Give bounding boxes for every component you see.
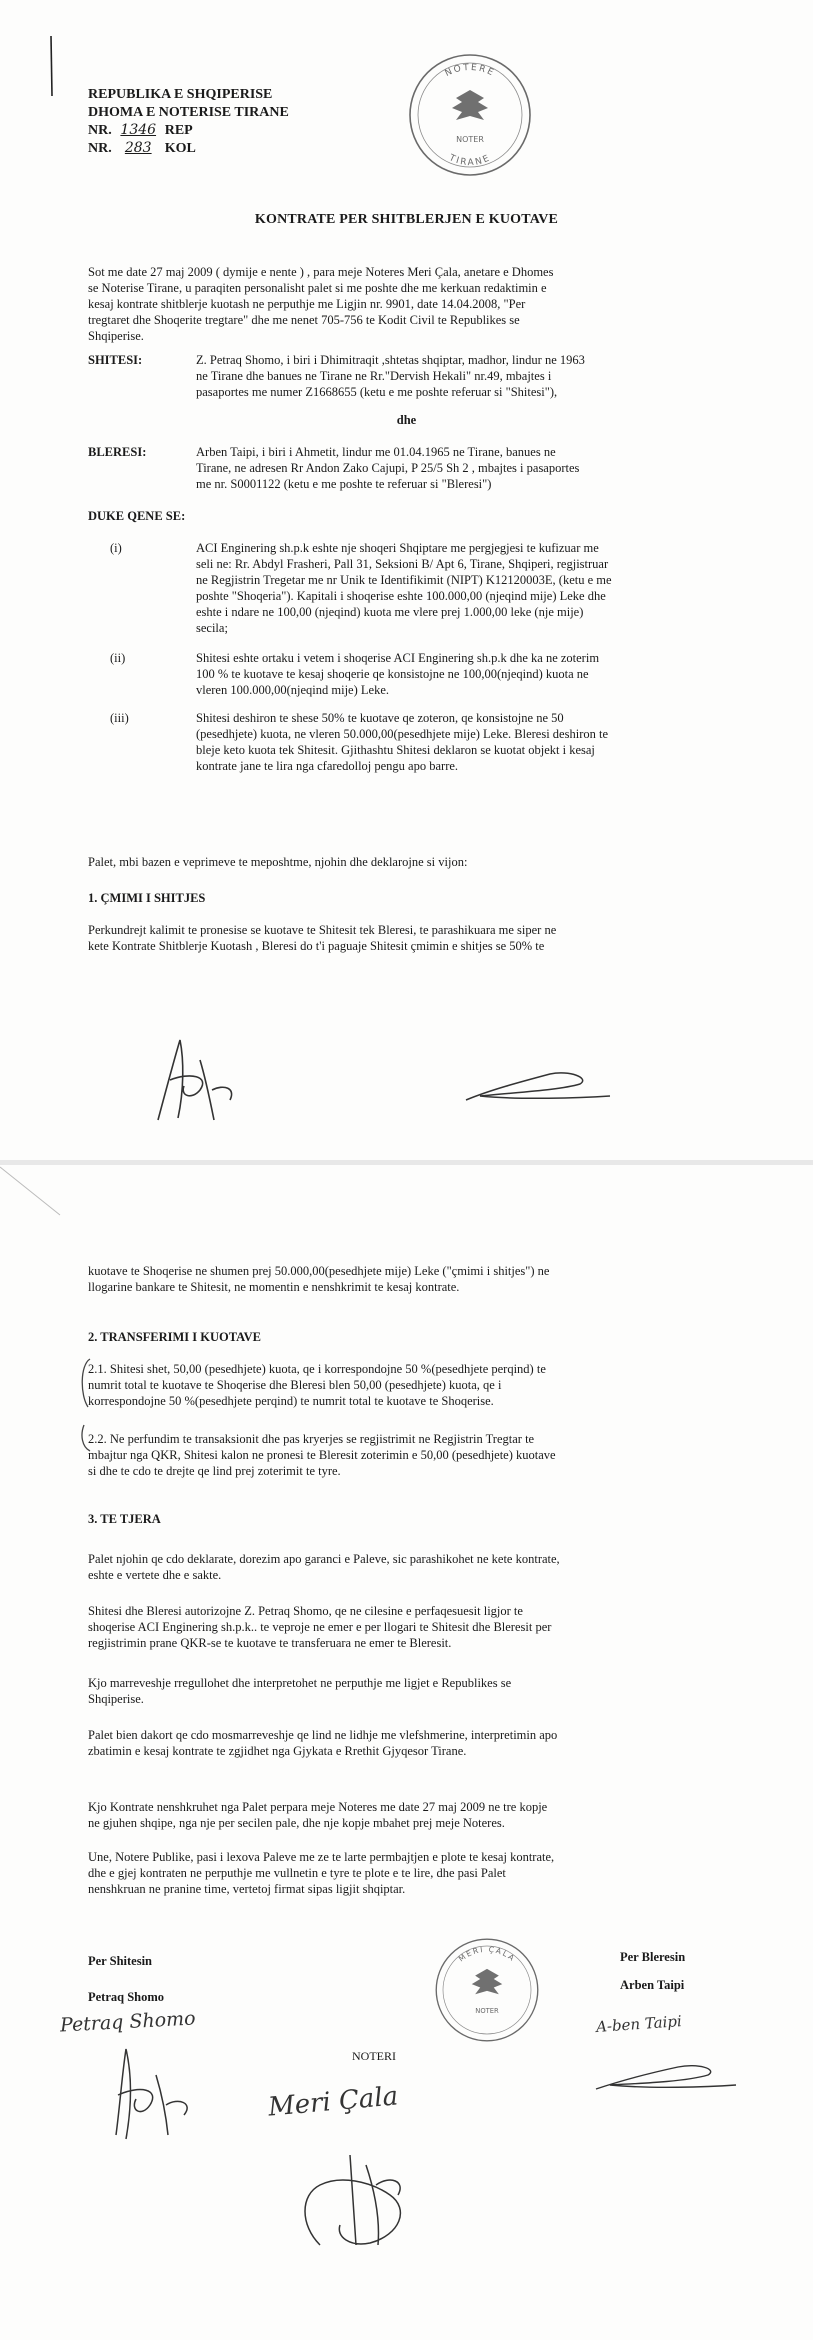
notary-seal-bottom bbox=[432, 1935, 542, 2045]
seller-handwritten-name: Petraq Shomo bbox=[59, 2007, 197, 2037]
buyer-initials-signature bbox=[460, 1060, 620, 1120]
section2-clause-2: 2.2. Ne perfundim te transaksionit dhe pas kryerjes se regjistrimit ne Regjistrin Tregtar te mbajtur nga QKR, Shitesi kalon ne pronesi te Bleresit zoterimin e 50,00 (pesedhjete) kuotave si dhe te cdo te drejte qe lind prej zoterimit te tyre. bbox=[88, 1432, 556, 1478]
buyer-role-label: Per Bleresin bbox=[620, 1950, 686, 1964]
section3-paragraph-3: Kjo marreveshje rregullohet dhe interpretohet ne perputhje me ligjet e Republikes se Shqiperise. bbox=[88, 1676, 512, 1706]
nr-rep-value: 1346 bbox=[120, 122, 157, 138]
nr-kol-value: 283 bbox=[124, 140, 152, 156]
buyer-handwritten-name: A-ben Taipi bbox=[595, 2012, 683, 2036]
closing-paragraph-2: Une, Notere Publike, pasi i lexova Paleve me ze te larte permbajtjen e plote te kesaj kontrate, dhe e gjej kontraten ne perputhje me vullnetin e tyre te plote e te lire, dhe pasi Palet nenshkruan ne pranine time, vertetoj firmat sipas ligjit shqiptar. bbox=[88, 1850, 555, 1896]
svg-text:MERI ÇALA bbox=[457, 1945, 517, 1964]
whereas-item-1: ACI Enginering sh.p.k eshte nje shoqeri Shqiptare me pergjegjesi te kufizuar me seli ne: Rr. Abdyl Frasheri, Pall 31, Seksioni B/ Apt 6, Tirane, Shqiperi, regjistruar ne Regjistrin Tregetar me nr Unik te Identifikimit (NIPT) K12120003E, (ketu e me poshte "Shoqeria"). Kapitali i shoqerise eshte 100.000,00 (njeqind mije) Leke dhe eshte i ndare ne 100,00 (njeqind) kuota me vlere prej 1.000,00 leke (nje mije) secila; bbox=[196, 541, 612, 635]
and-word: dhe bbox=[396, 413, 417, 427]
header-nr-kol: NR. 283 KOL bbox=[88, 140, 196, 156]
seller-initials-signature bbox=[140, 1030, 250, 1130]
buyer-details: Arben Taipi, i biri i Ahmetit, lindur me 01.04.1965 ne Tirane, banues ne Tirane, ne adresen Rr Andon Zako Cajupi, P 25/5 Sh 2 , mbajtes i pasaportes me nr. S0001122 (ketu e me poshte te referuar si "Bleresi") bbox=[196, 445, 580, 491]
closing-paragraph-1: Kjo Kontrate nenshkruhet nga Palet perpara meje Noteres me date 27 maj 2009 ne tre kopje ne gjuhen shqipe, nga nje per secilen pale, dhe nje kopje mbahet prej meje Noteres. bbox=[88, 1800, 548, 1830]
section2-clause-1: 2.1. Shitesi shet, 50,00 (pesedhjete) kuota, qe i korrespondojne 50 %(pesedhjete perqind) te numrit total te kuotave te Shoqerise dhe Bleresi blen 50,00 (pesedhjete) kuota, qe i korrespondojne 50 %(pesedhjete perqind) te numrit total te kuotave te Shoqerise. bbox=[88, 1362, 546, 1408]
buyer-label: BLERESI: bbox=[88, 445, 147, 459]
header-chamber: DHOMA E NOTERISE TIRANE bbox=[88, 105, 289, 120]
seller-details: Z. Petraq Shomo, i biri i Dhimitraqit ,shtetas shqiptar, madhor, lindur ne 1963 ne Tirane dhe banues ne Tirane ne Rr."Dervish Hekali" nr.49, mbajtes i pasaportes me numer Z1668655 (ketu e me poshte referuar si "Shitesi"), bbox=[196, 353, 585, 399]
header-nr-rep: NR. 1346 REP bbox=[88, 122, 193, 138]
intro-paragraph: Sot me date 27 maj 2009 ( dymije e nente ) , para meje Noteres Meri Çala, anetare e Dhomes se Noterise Tirane, u paraqiten personalisht palet si me poshte dhe me kerkuan redaktimin e kesaj kontrate shitblerje kuotash ne perputhje me Ligjin nr. 9901, date 14.04.2008, "Per tregtaret dhe Shoqerite tregtare" dhe me nenet 705-756 te Kodit Civil te Republikes se Shqiperise. bbox=[88, 265, 554, 343]
section1-paragraph-part2: kuotave te Shoqerise ne shumen prej 50.000,00(pesedhjete mije) Leke ("çmimi i shitjes") ne llogarine bankare te Shitesit, ne momentin e nenshkrimit te kesaj kontrate. bbox=[88, 1264, 550, 1294]
margin-bracket-mark bbox=[74, 1355, 94, 1455]
svg-text:NOTERE bbox=[444, 63, 497, 79]
document-title: KONTRATE PER SHITBLERJEN E KUOTAVE bbox=[254, 212, 559, 227]
notary-signature bbox=[280, 2125, 440, 2255]
notary-handwritten-name: Meri Çala bbox=[266, 2081, 400, 2123]
section3-paragraph-1: Palet njohin qe cdo deklarate, dorezim apo garanci e Paleve, sic parashikohet ne kete kontrate, eshte e vertete dhe e sakte. bbox=[88, 1552, 560, 1582]
declare-line: Palet, mbi bazen e veprimeve te meposhtme, njohin dhe deklarojne si vijon: bbox=[88, 855, 468, 869]
buyer-name-label: Arben Taipi bbox=[620, 1978, 685, 1992]
scan-fold-line bbox=[0, 1165, 813, 1225]
svg-text:TIRANE bbox=[446, 153, 492, 168]
seal-bottom-name-text: MERI ÇALA bbox=[456, 1944, 518, 1964]
whereas-num-3: (iii) bbox=[110, 711, 129, 725]
seal-bottom-mid-text: NOTER bbox=[475, 2006, 499, 2015]
section1-heading: 1. ÇMIMI I SHITJES bbox=[88, 891, 206, 905]
margin-mark bbox=[48, 34, 56, 100]
eagle-emblem-icon bbox=[472, 1969, 502, 1994]
seller-name-label: Petraq Shomo bbox=[88, 1990, 165, 2004]
seller-signature bbox=[96, 2035, 206, 2145]
section3-paragraph-4: Palet bien dakort qe cdo mosmarreveshje qe lind ne lidhje me vlefshmerine, interpretimin apo zbatimin e kesaj kontrate te zgjidhet nga Gjykata e Rrethit Gjyqesor Tirane. bbox=[88, 1728, 558, 1758]
seal-top-text: NOTERE bbox=[443, 62, 497, 80]
section3-heading: 3. TE TJERA bbox=[88, 1512, 161, 1526]
seal-mid-text: NOTER bbox=[456, 135, 484, 144]
whereas-num-1: (i) bbox=[110, 541, 122, 555]
seller-label: SHITESI: bbox=[88, 353, 143, 367]
notary-seal bbox=[405, 50, 535, 180]
header-republic: REPUBLIKA E SHQIPERISE bbox=[88, 87, 273, 102]
whereas-num-2: (ii) bbox=[110, 651, 126, 665]
whereas-heading: DUKE QENE SE: bbox=[88, 509, 186, 523]
seller-role-label: Per Shitesin bbox=[88, 1954, 153, 1968]
section1-paragraph-part1: Perkundrejt kalimit te pronesise se kuotave te Shitesit tek Bleresi, te parashikuara me siper ne kete Kontrate Shitblerje Kuotash , Bleresi do t'i paguaje Shitesit çmimin e shitjes se 50% te bbox=[88, 923, 557, 953]
notary-label: NOTERI bbox=[352, 2049, 396, 2063]
buyer-signature bbox=[590, 2055, 740, 2105]
eagle-emblem-icon bbox=[452, 90, 488, 120]
whereas-item-3: Shitesi deshiron te shese 50% te kuotave qe zoteron, qe konsistojne ne 50 (pesedhjete) kuota, ne vleren 50.000,00(pesedhjete mije) Leke. Bleresi deshiron te bleje keto kuota tek Shitesit. Gjithashtu Shitesi deklaron se kuotat objekt i kesaj kontrate jane te lira nga cfaredolloj pengu apo barre. bbox=[196, 711, 609, 773]
whereas-item-2: Shitesi eshte ortaku i vetem i shoqerise ACI Enginering sh.p.k dhe ka ne zoterim 100 % te kuotave te kesaj shoqerie qe konsistojne ne 100,00(njeqind) kuota ne vleren 100.000,00(njeqind mije) Leke. bbox=[196, 651, 600, 697]
section3-paragraph-2: Shitesi dhe Bleresi autorizojne Z. Petraq Shomo, qe ne cilesine e perfaqesuesit ligjor te shoqerise ACI Enginering sh.p.k.. te veproje ne emer e per llogari te Shitesit dhe Bleresit per regjistrimin prane QKR-se te kuotave te transferuara ne emer te Bleresit. bbox=[88, 1604, 552, 1650]
seal-bottom-text: TIRANE bbox=[447, 153, 493, 169]
document-page-2 bbox=[0, 1165, 813, 2340]
section2-heading: 2. TRANSFERIMI I KUOTAVE bbox=[88, 1330, 261, 1344]
document-page-1 bbox=[0, 0, 813, 1160]
